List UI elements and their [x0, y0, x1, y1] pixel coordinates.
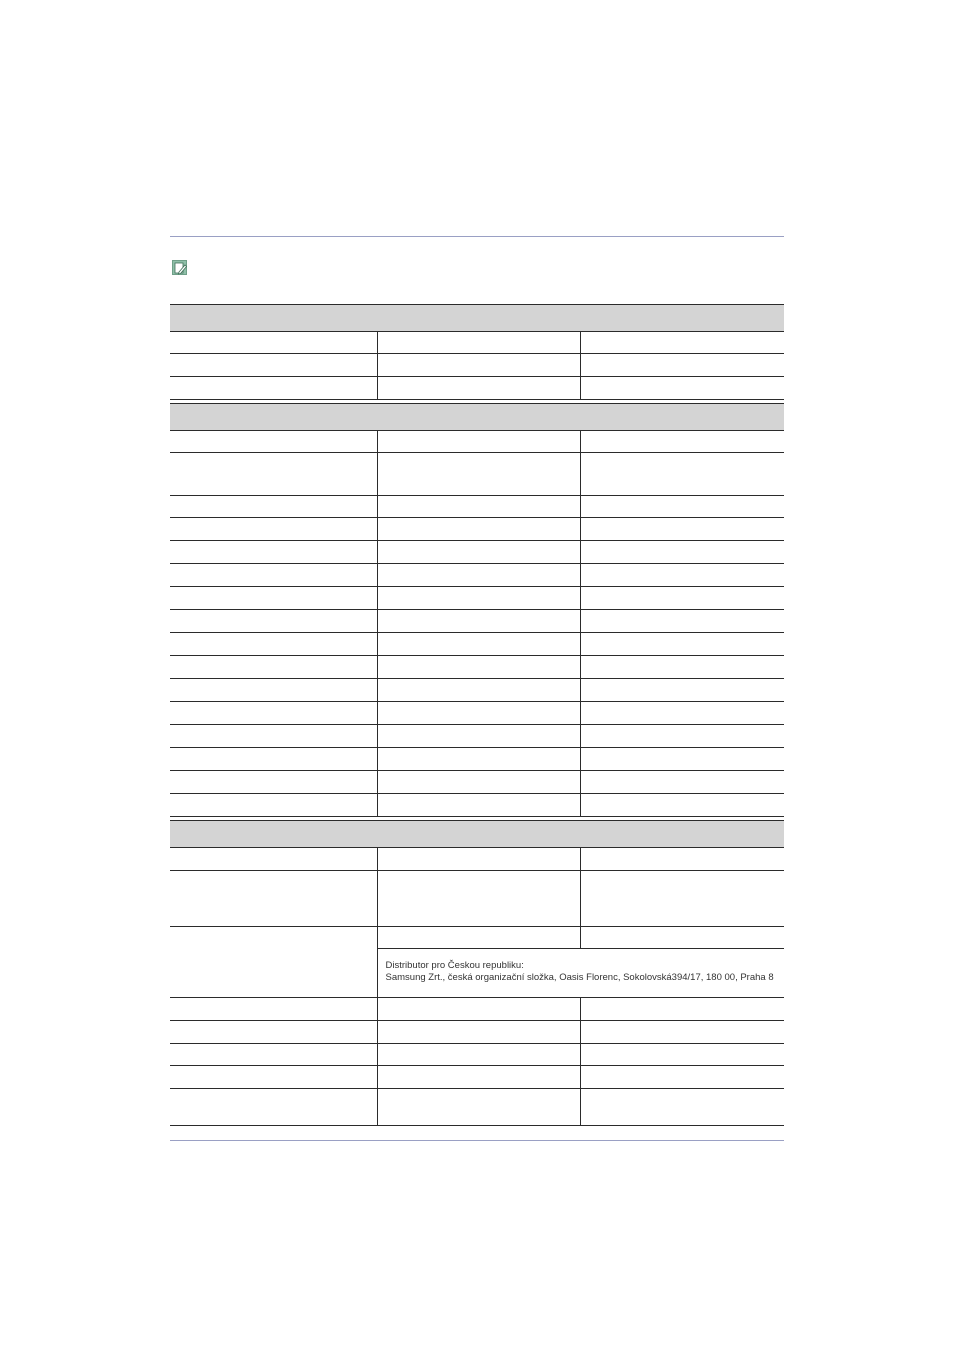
- contact-table: [170, 304, 784, 1126]
- table-row: [170, 587, 784, 610]
- table-row: [170, 610, 784, 633]
- bottom-rule: [170, 1140, 784, 1141]
- table-row: [170, 725, 784, 748]
- table-row: [170, 1066, 784, 1089]
- table-row: [170, 927, 784, 949]
- table-row: [170, 431, 784, 453]
- table-row: [170, 541, 784, 564]
- table-row: [170, 564, 784, 587]
- table-row: [170, 633, 784, 656]
- note-pencil-icon: [172, 260, 187, 275]
- table-row: [170, 496, 784, 518]
- table-row: [170, 332, 784, 354]
- table-row: [170, 702, 784, 725]
- table-row: [170, 998, 784, 1021]
- top-rule: [170, 236, 784, 237]
- table-row: [170, 354, 784, 377]
- distributor-line-1: Distributor pro Českou republiku:: [385, 960, 524, 971]
- table-row: [170, 377, 784, 400]
- table-row: [170, 871, 784, 927]
- table-row: [170, 453, 784, 496]
- table-row: [170, 1021, 784, 1044]
- table-row: [170, 679, 784, 702]
- table-row: [170, 771, 784, 794]
- distributor-note: [378, 949, 785, 984]
- section-header: [170, 305, 784, 332]
- table-row: [170, 1089, 784, 1126]
- section-header: [170, 404, 784, 431]
- table-row: [170, 748, 784, 771]
- table-row: [170, 656, 784, 679]
- section-header: [170, 821, 784, 848]
- distributor-line-2: Samsung Zrt., česká organizační složka, Oasis Florenc, Sokolovská394/17, 180 00, Praha 8: [385, 972, 774, 983]
- table-row: [170, 518, 784, 541]
- table-row: [170, 1044, 784, 1066]
- table-row: [170, 848, 784, 871]
- table-row: [170, 794, 784, 817]
